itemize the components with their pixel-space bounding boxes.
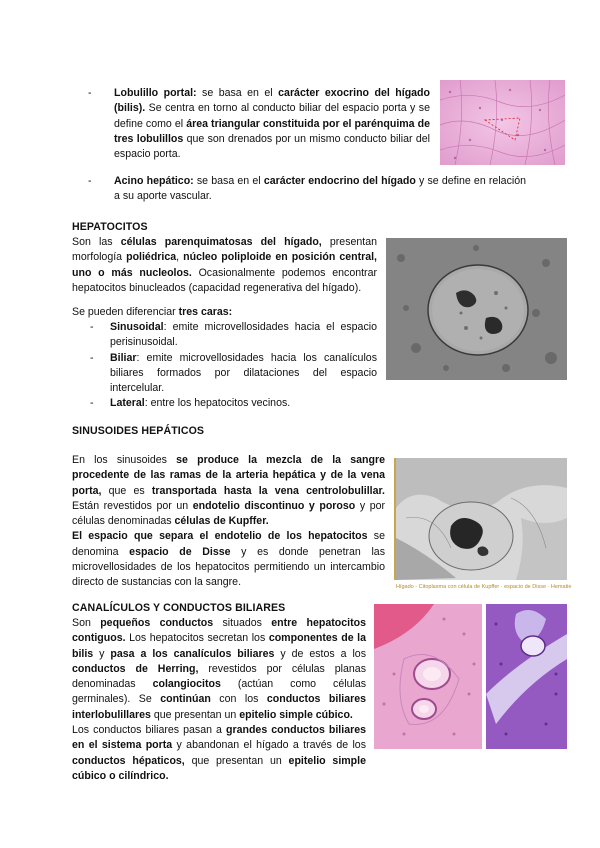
emph: células de Kupffer. [174, 515, 269, 528]
conducto-biliar-histology-right [486, 604, 567, 749]
text: y es donde penetran las microvellosidades de los hepatocitos permitiendo un intercambio directo de sustancias con la sangre. [72, 545, 385, 589]
sinusoides-heading: SINUSOIDES HEPÁTICOS [72, 425, 205, 437]
text: y por células denominadas [72, 499, 386, 528]
item-label: Lateral [110, 397, 145, 410]
acino-hepatico-item [88, 174, 526, 205]
item-text: : emite microvellosidades hacia el espacio perisinusoidal. [110, 321, 377, 349]
micrograph-drawing [386, 238, 567, 380]
bullet-dash: - [90, 321, 94, 333]
text: revestidos por células planas denominadas [72, 662, 366, 691]
list-item [90, 351, 377, 397]
emph: pasa a los canalículos biliares [110, 647, 275, 660]
emph: epitelio simple cúbico. [239, 708, 353, 721]
emph: carácter endocrino del hígado [263, 175, 416, 187]
text: Se pueden diferenciar [72, 306, 179, 318]
hepatocitos-heading: HEPATOCITOS [72, 221, 148, 233]
emph: pequeños conductos [100, 617, 214, 629]
emph: componentes de la bilis [72, 632, 366, 660]
text: presentan morfología [72, 236, 377, 264]
list-item [90, 396, 377, 411]
text: con los [210, 693, 267, 706]
emph: continúan [160, 693, 211, 706]
emph: se produce la mezcla de la sangre procedente de las ramas de la arteria hepática y de la vena porta, [72, 454, 386, 497]
item-text: : emite microvellosidades hacia los canalículos biliares formados por dilataciones del espacio intercelular. [110, 351, 377, 395]
acino-title: Acino hepático: [114, 175, 194, 187]
bullet-dash: - [88, 87, 92, 99]
item-text: : entre los hepatocitos vecinos. [144, 397, 291, 410]
emph: carácter exocrino del hígado (bilis). [114, 87, 431, 115]
lobulillo-portal-item [88, 86, 430, 162]
emph: núcleo poliploide en posición central, uno o más nucleolos. [72, 251, 378, 279]
text: Los hepatocitos secretan los [125, 632, 269, 645]
emph: área triangular constituida por el parénquima de tres lobulillos [114, 117, 430, 145]
text: Los conductos biliares pasan a [72, 724, 226, 737]
emph: entre hepatocitos contiguos. [72, 617, 366, 645]
emph: transportada hasta la vena centrolobulillar. [151, 484, 385, 497]
emph: células parenquimatosas del hígado, [120, 236, 322, 248]
histology-drawing [440, 80, 565, 165]
micrograph-drawing [396, 458, 567, 580]
text: que es [101, 484, 152, 497]
text: , [176, 251, 184, 264]
emph: poliédrica [126, 251, 177, 264]
item-label: Biliar [110, 351, 137, 364]
emph: epitelio simple cúbico o cilíndrico. [72, 754, 366, 782]
emph: endotelio discontinuo y poroso [192, 499, 356, 512]
histology-drawing [374, 604, 482, 749]
caras-list [90, 320, 377, 412]
list-item [90, 320, 377, 351]
text: y de estos a los [274, 647, 366, 660]
bullet-dash: - [88, 175, 92, 187]
text: Están revestidos por un [72, 499, 193, 512]
text: En los sinusoides [72, 454, 177, 466]
text: Son [72, 617, 101, 629]
text: que presentan un [150, 708, 240, 721]
canaliculos-paragraph [72, 616, 366, 784]
histology-drawing [486, 604, 567, 749]
emph: espacio de Disse [129, 545, 231, 558]
hepatocito-micrograph [386, 238, 567, 380]
text: situados [213, 617, 272, 629]
text: Son las [72, 236, 121, 248]
emph: grandes conductos biliares en el sistema porta [72, 724, 366, 752]
emph: El espacio que separa el endotelio de los hepatocitos [72, 530, 368, 543]
text: se denomina [72, 530, 385, 558]
text: se basa en el [196, 87, 279, 99]
text: y [93, 647, 111, 660]
kupffer-caption: Hígado - Citoplasma con célula de Kupffer · espacio de Disse · Hematie [396, 584, 572, 590]
lobulillo-histology-image [440, 80, 565, 165]
emph: conductos biliares interlobulillares [72, 693, 367, 721]
canaliculos-heading: CANALÍCULOS Y CONDUCTOS BILIARES [72, 602, 286, 614]
conducto-biliar-histology-left [374, 604, 482, 749]
text: y abandonan el hígado a través de los [172, 739, 366, 752]
kupffer-micrograph [394, 458, 569, 580]
text: se basa en el [193, 175, 264, 187]
sinusoides-paragraph [72, 453, 385, 591]
emph: colangiocitos [152, 678, 221, 691]
text: y se define en relación a su aporte vascular. [114, 175, 526, 203]
lobulillo-title: Lobulillo portal: [114, 87, 197, 99]
tres-caras-intro [72, 305, 377, 320]
text: (actúan como células germinales). Se [72, 678, 367, 706]
emph: tres caras: [178, 306, 233, 318]
bullet-dash: - [90, 351, 94, 364]
emph: conductos de Herring, [72, 662, 199, 675]
hepatocitos-paragraph [72, 235, 377, 296]
text: Se centra en torno al conducto biliar del espacio porta y se define como el [114, 102, 430, 130]
bullet-dash: - [90, 397, 94, 410]
item-label: Sinusoidal [110, 321, 164, 333]
text: Ocasionalmente podemos encontrar hepatocitos binucleados (capacidad regenerativa del hígado). [72, 266, 377, 294]
emph: conductos hépaticos, [72, 754, 185, 767]
text: que presentan un [184, 754, 289, 767]
text: que son drenados por un mismo conducto biliar del espacio porta. [114, 132, 430, 161]
